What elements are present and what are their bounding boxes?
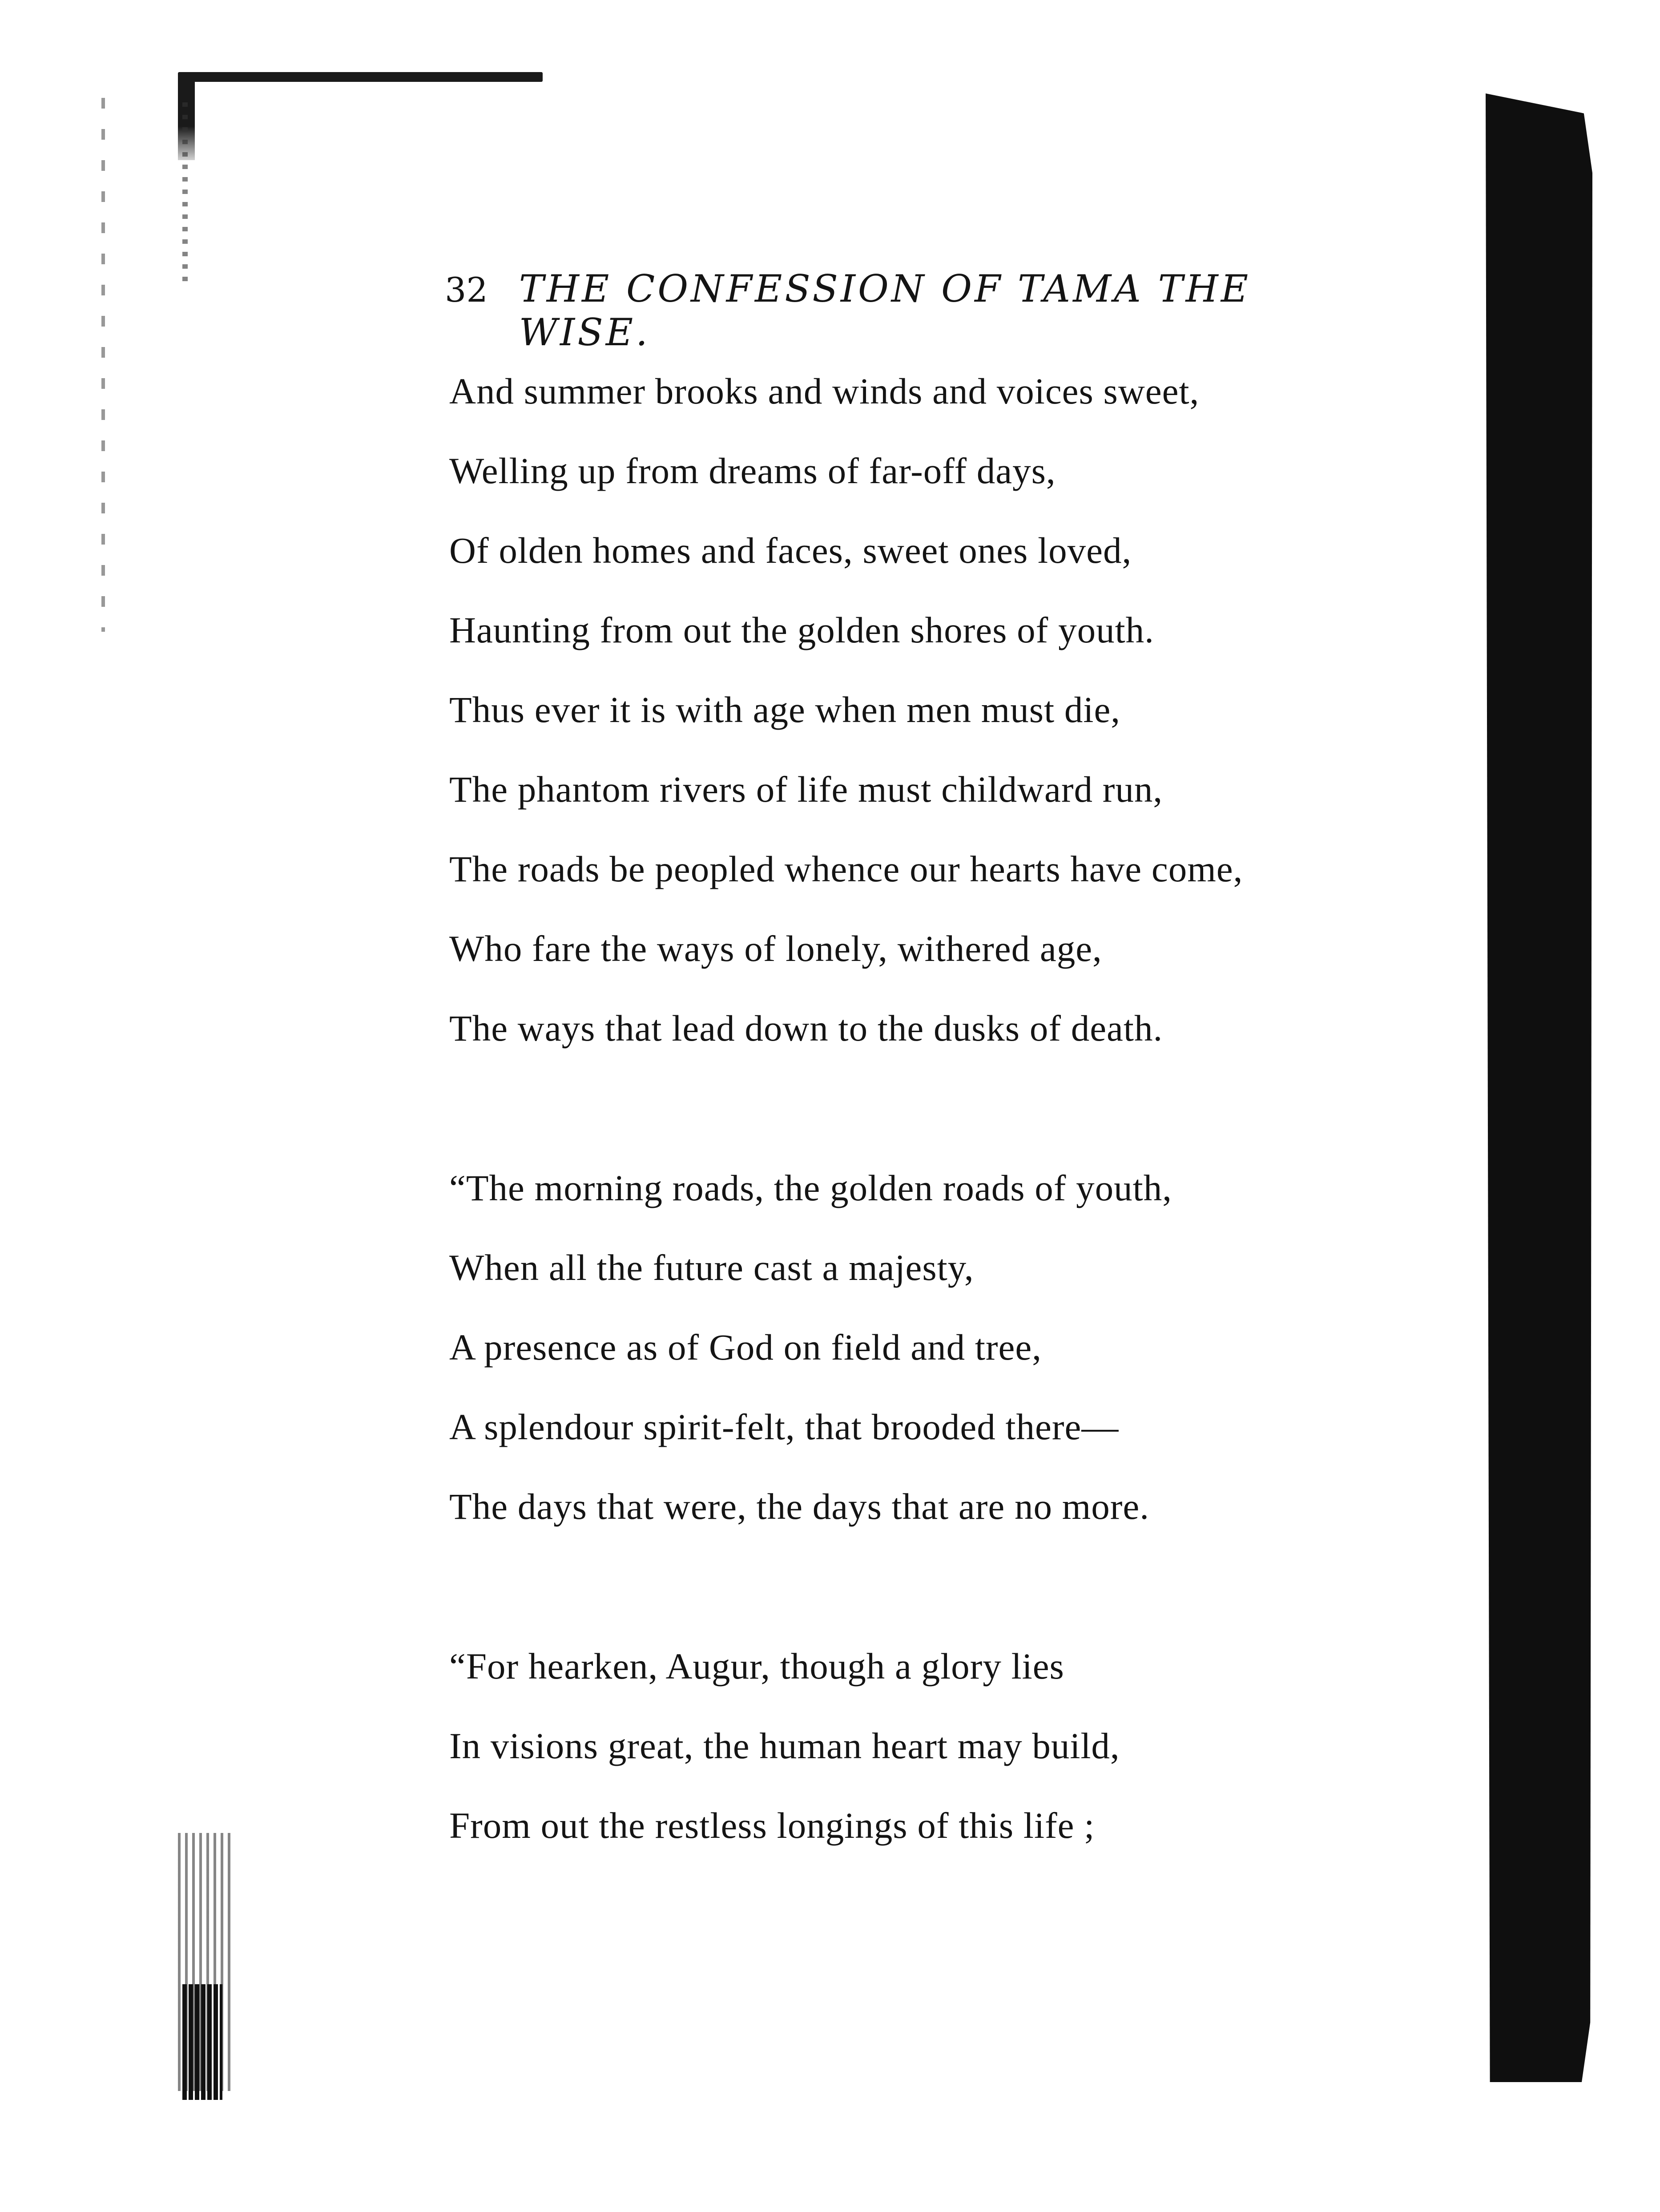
poem-line: “The morning roads, the golden roads of youth, [449, 1167, 1172, 1208]
poem-line: The ways that lead down to the dusks of death. [449, 1008, 1163, 1049]
poem-line: The phantom rivers of life must childward run, [449, 769, 1163, 810]
page-number: 32 [445, 270, 488, 310]
stanza [449, 351, 1428, 1068]
stanza [449, 1627, 1428, 1865]
poem-line: Who fare the ways of lonely, withered age, [449, 928, 1102, 969]
scan-left-edge-bottom [182, 1984, 222, 2100]
scan-left-edge-marks [182, 102, 188, 289]
poem-line: A presence as of God on field and tree, [449, 1327, 1042, 1368]
poem-line: The roads be peopled whence our hearts have come, [449, 848, 1243, 889]
poem-line: In visions great, the human heart may build, [449, 1725, 1120, 1766]
poem-line: Welling up from dreams of far-off days, [449, 450, 1056, 491]
poem-line: Of olden homes and faces, sweet ones loved, [449, 530, 1132, 571]
poem-line: A splendour spirit-felt, that brooded there— [449, 1406, 1119, 1447]
poem-line: Thus ever it is with age when men must die, [449, 689, 1121, 730]
poem-body [449, 351, 1428, 1946]
poem-line: From out the restless longings of this life ; [449, 1805, 1095, 1846]
poem-line: When all the future cast a majesty, [449, 1247, 974, 1288]
scan-left-edge-marks [101, 98, 105, 632]
scan-binding-shadow [1486, 93, 1592, 2082]
poem-line: Haunting from out the golden shores of youth. [449, 610, 1154, 650]
running-head: THE CONFESSION OF TAMA THE WISE. [519, 267, 1251, 354]
poem-line: And summer brooks and winds and voices sweet, [449, 371, 1200, 412]
scan-top-rule [178, 72, 543, 82]
poem-line: The days that were, the days that are no more. [449, 1486, 1150, 1527]
page-header [445, 267, 1379, 354]
poem-line: “For hearken, Augur, though a glory lies [449, 1646, 1064, 1687]
stanza [449, 1148, 1428, 1546]
